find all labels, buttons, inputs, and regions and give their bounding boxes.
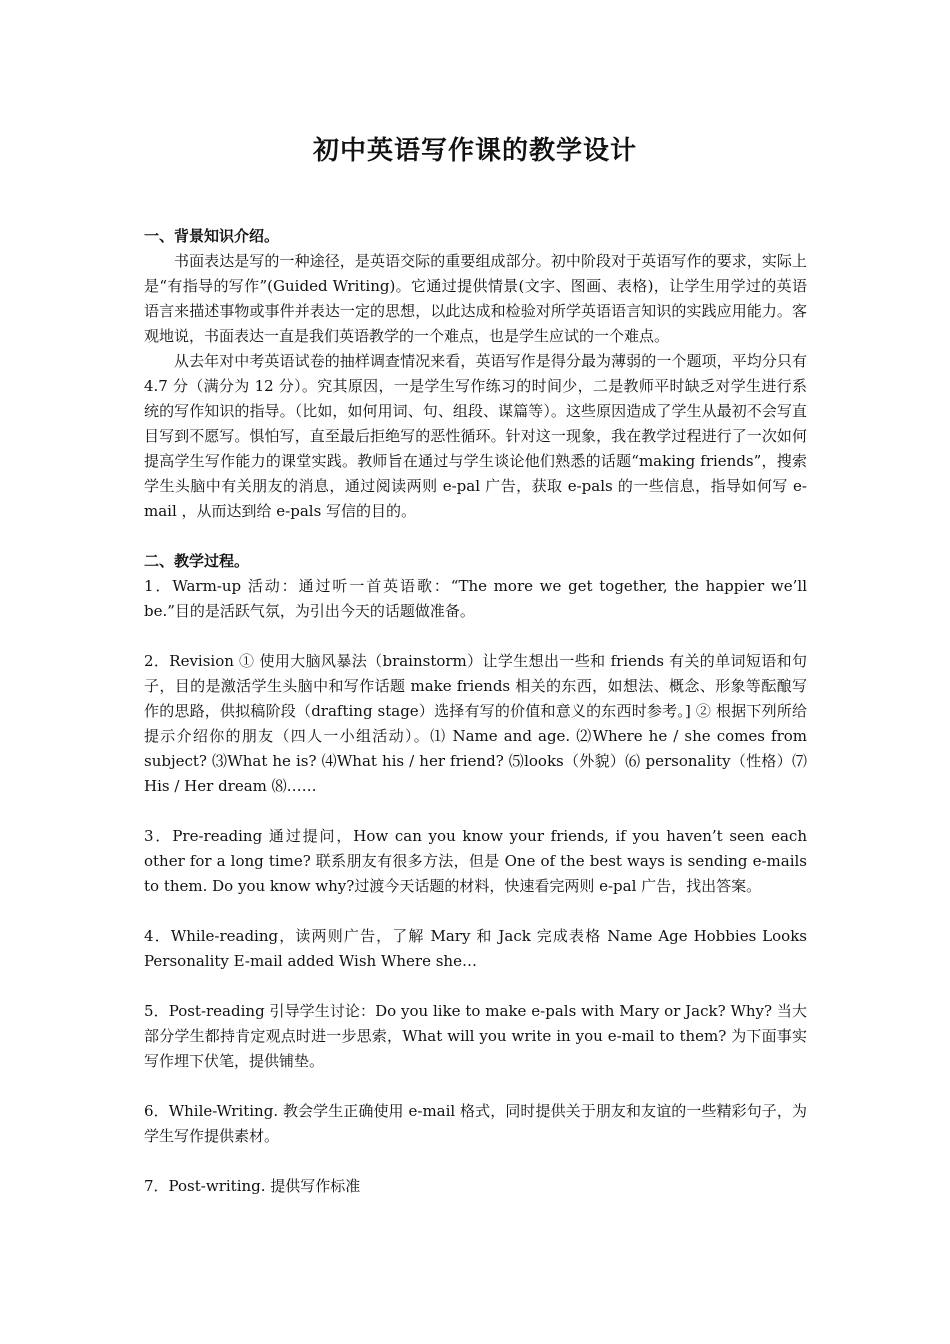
step-while-reading: 4．While-reading，读两则广告，了解 Mary 和 Jack 完成表格 Name Age Hobbies Looks Personality E-mail added Wish Where she… [144,927,807,970]
spacer [144,524,807,549]
background-paragraph-2: 从去年对中考英语试卷的抽样调查情况来看，英语写作是得分最为薄弱的一个题项，平均分只有 4.7 分（满分为 12 分）。究其原因，一是学生写作练习的时间少，二是教师平时缺乏对学生进行系统的写作知识的指导。（比如，如何用词、句、组段、谋篇等）。这些原因造成了学生从最初不会写直目写到不愿写。惧怕写，直至最后拒绝写的恶性循环。针对这一现象，我在教学过程进行了一次如何提高学生写作能力的课堂实践。教师旨在通过与学生谈论他们熟悉的话题“making friends”，搜索学生头脑中有关朋友的消息，通过阅读两则 e-pal 广告，获取 e-pals 的一些信息，指导如何写 e-mail ，从而达到给 e-pals 写信的目的。 [144,352,807,520]
spacer [144,1074,807,1099]
document-title: 初中英语写作课的教学设计 [312,136,637,166]
step-post-writing: 7．Post-writing. 提供写作标准 [144,1177,361,1195]
section-heading-process: 二、教学过程。 [144,552,250,570]
step-pre-reading: 3．Pre-reading 通过提问，How can you know your friends, if you haven’t seen each other for a long time? 联系朋友有很多方法，但是 One of the best ways is sending e-mails to them. Do you know why?过渡今天话题的材料，快速看完两则 e-pal 广告，找出答案。 [144,827,807,895]
spacer [144,624,807,649]
spacer [144,799,807,824]
section-heading-background: 一、背景知识介绍。 [144,227,280,245]
background-paragraph-1: 书面表达是写的一种途径，是英语交际的重要组成部分。初中阶段对于英语写作的要求，实际上是“有指导的写作”(Guided Writing)。它通过提供情景(文字、图画、表格)，让学生用学过的英语语言来描述事物或事件并表达一定的思想，以此达成和检验对所学英语语言知识的实践应用能力。客观地说，书面表达一直是我们英语教学的一个难点，也是学生应试的一个难点。 [144,252,807,345]
step-post-reading: 5．Post-reading 引导学生讨论：Do you like to make e-pals with Mary or Jack? Why? 当大部分学生都持肯定观点时进一步思索，What will you write in you e-mail to them? 为下面事实写作埋下伏笔，提供铺垫。 [144,1002,807,1070]
spacer [144,974,807,999]
step-while-writing: 6．While-Writing. 教会学生正确使用 e-mail 格式，同时提供关于朋友和友谊的一些精彩句子，为学生写作提供素材。 [144,1102,807,1145]
document-body [144,224,807,1199]
step-revision: 2．Revision ① 使用大脑风暴法（brainstorm）让学生想出一些和 friends 有关的单词短语和句子，目的是激活学生头脑中和写作话题 make friends 相关的东西，如想法、概念、形象等酝酿写作的思路，供拟稿阶段（drafting stage）选择有写的价值和意义的东西时参考。] ② 根据下列所给提示介绍你的朋友（四人一小组活动）。⑴ Name and age. ⑵Where he / she comes from subject? ⑶What he is? ⑷What his / her friend? ⑸looks（外貌）⑹ personality（性格）⑺ His / Her dream ⑻…… [144,652,807,795]
spacer [144,899,807,924]
step-warm-up: 1．Warm-up 活动：通过听一首英语歌：“The more we get together, the happier we’ll be.”目的是活跃气氛，为引出今天的话题做准备。 [144,577,807,620]
spacer [144,1149,807,1174]
